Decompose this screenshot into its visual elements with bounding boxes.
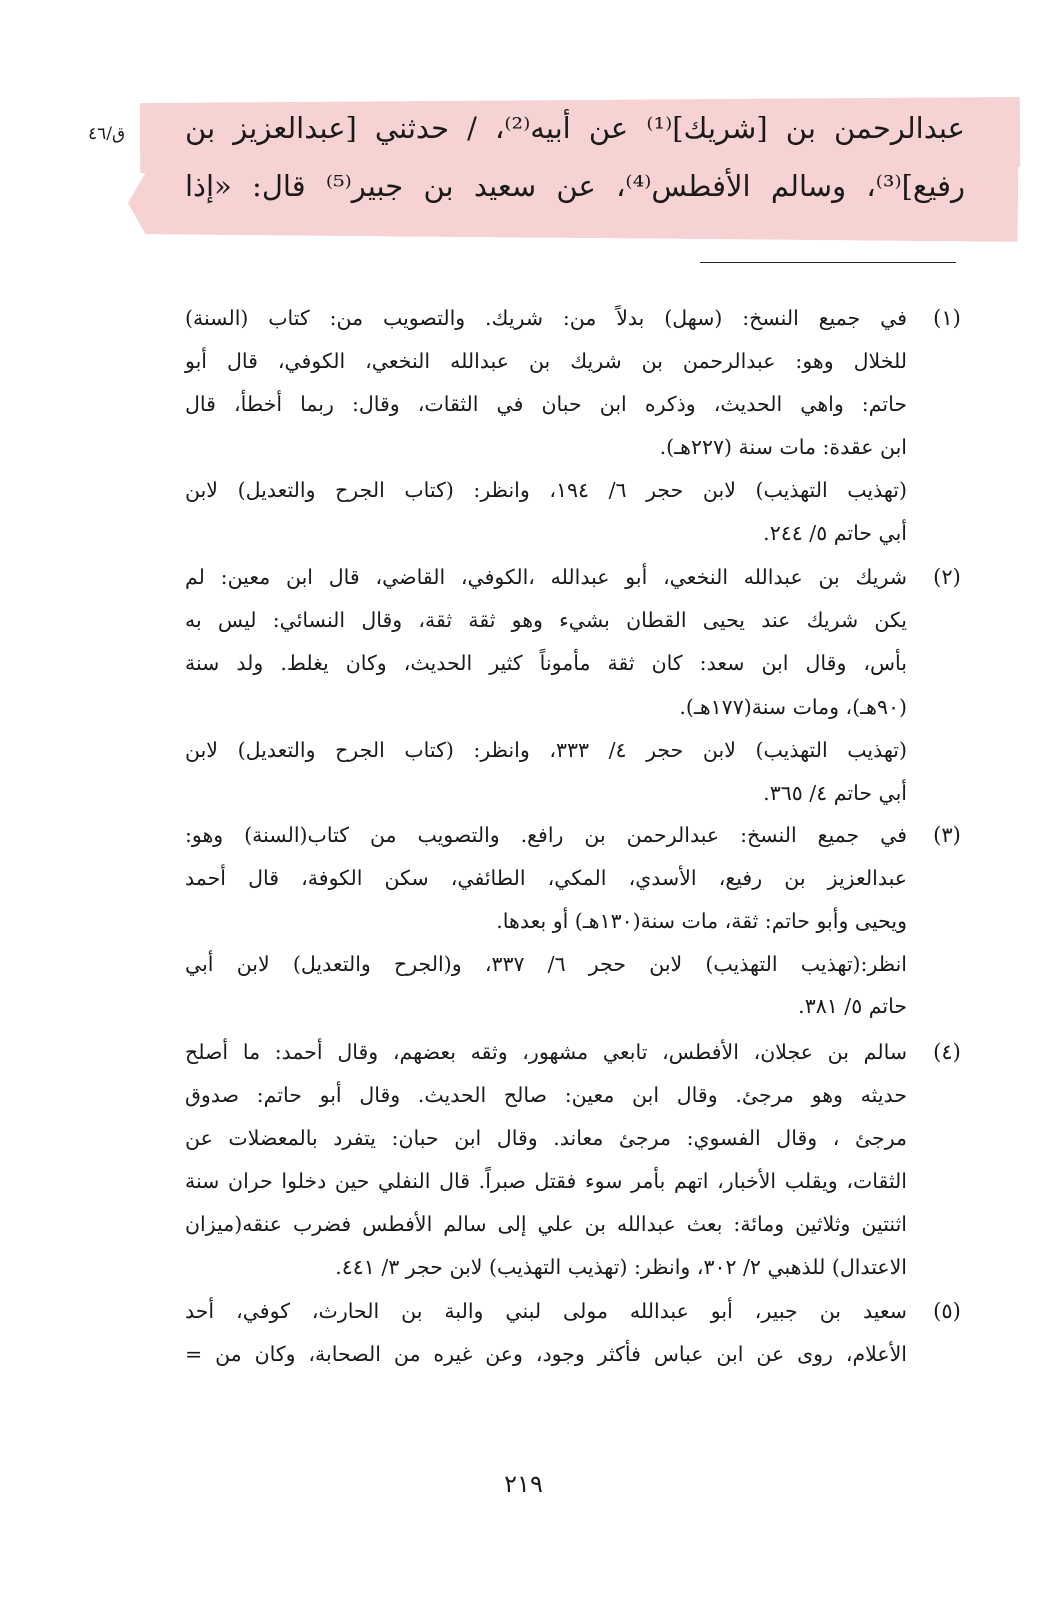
footnote-line: يكن شريك عند يحيى القطان بشيء وهو ثقة ثقة، وقال النسائي: ليس به xyxy=(185,608,907,632)
footnote-line: ابن عقدة: مات سنة (٢٢٧هـ). xyxy=(659,435,907,459)
footnote-separator xyxy=(700,262,956,263)
main-text-line: عبدالرحمن بن [شريك]⁽¹⁾ عن أبيه⁽²⁾، / حدثني [عبدالعزيز بن xyxy=(185,111,965,145)
footnote-line: انظر:(تهذيب التهذيب) لابن حجر ٦/ ٣٣٧، و(الجرح والتعديل) لابن أبي xyxy=(185,952,907,976)
footnote-line: في جميع النسخ: (سهل) بدلاً من: شريك. والتصويب من: كتاب (السنة) xyxy=(185,306,907,330)
footnote-line: سالم بن عجلان، الأفطس، تابعي مشهور، وثقه بعضهم، وقال أحمد: ما أصلح xyxy=(185,1040,907,1064)
footnote-line: ويحيى وأبو حاتم: ثقة، مات سنة(١٣٠هـ) أو بعدها. xyxy=(496,909,907,933)
footnote-number: (٢) xyxy=(933,565,961,589)
footnote-number: (٣) xyxy=(933,823,961,847)
footnote-number: (١) xyxy=(933,306,961,330)
footnote-number: (٤) xyxy=(933,1040,961,1064)
footnote-line: الثقات، ويقلب الأخبار، اتهم بأمر سوء فقتل صبراً. قال النفلي حين دخلوا حران سنة xyxy=(185,1169,907,1193)
manuscript-folio-note: ق/٤٦ xyxy=(88,124,126,144)
footnote-line: حاتم: واهي الحديث، وذكره ابن حبان في الثقات، وقال: ربما أخطأ، قال xyxy=(185,392,907,416)
footnote-line: الأعلام، روى عن ابن عباس فأكثر وجود، وعن غيره من الصحابة، وكان من = xyxy=(185,1342,907,1366)
main-text-line: رفيع]⁽³⁾، وسالم الأفطس⁽⁴⁾، عن سعيد بن جبير⁽⁵⁾ قال: «إذا xyxy=(185,169,965,203)
footnote-line: اثنتين وثلاثين ومائة: بعث عبدالله بن علي إلى سالم الأفطس فضرب عنقه(ميزان xyxy=(185,1212,907,1236)
footnote-line: (٩٠هـ)، ومات سنة(١٧٧هـ). xyxy=(679,695,907,719)
footnote-line: مرجئ ، وقال الفسوي: مرجئ معاند. وقال ابن حبان: يتفرد بالمعضلات عن xyxy=(185,1126,907,1150)
footnote-line: حاتم ٥/ ٣٨١. xyxy=(798,994,907,1018)
footnote-line: بأس، وقال ابن سعد: كان ثقة مأموناً كثير الحديث، وكان يغلط. ولد سنة xyxy=(185,651,907,675)
footnote-line: عبدالعزيز بن رفيع، الأسدي، المكي، الطائفي، سكن الكوفة، قال أحمد xyxy=(185,866,907,890)
footnote-line: حديثه وهو مرجئ. وقال ابن معين: صالح الحديث. وقال أبو حاتم: صدوق xyxy=(185,1083,907,1107)
footnote-number: (٥) xyxy=(933,1299,961,1323)
footnote-line: (تهذيب التهذيب) لابن حجر ٤/ ٣٣٣، وانظر: (كتاب الجرح والتعديل) لابن xyxy=(185,738,907,762)
footnote-line: للخلال وهو: عبدالرحمن بن شريك بن عبدالله النخعي، الكوفي، قال أبو xyxy=(185,349,907,373)
footnote-line: (تهذيب التهذيب) لابن حجر ٦/ ١٩٤، وانظر: (كتاب الجرح والتعديل) لابن xyxy=(185,478,907,502)
footnote-line: في جميع النسخ: عبدالرحمن بن رافع. والتصويب من كتاب(السنة) وهو: xyxy=(185,823,907,847)
page-number: ٢١٩ xyxy=(504,1470,543,1498)
footnote-line: سعيد بن جبير، أبو عبدالله مولى لبني والبة بن الحارث، كوفي، أحد xyxy=(185,1299,907,1323)
footnote-line: شريك بن عبدالله النخعي، أبو عبدالله ،الكوفي، القاضي، قال ابن معين: لم xyxy=(185,565,907,589)
footnote-line: الاعتدال) للذهبي ٢/ ٣٠٢، وانظر: (تهذيب التهذيب) لابن حجر ٣/ ٤٤١. xyxy=(335,1255,907,1279)
footnote-line: أبي حاتم ٤/ ٣٦٥. xyxy=(763,781,907,805)
footnote-line: أبي حاتم ٥/ ٢٤٤. xyxy=(763,521,907,545)
